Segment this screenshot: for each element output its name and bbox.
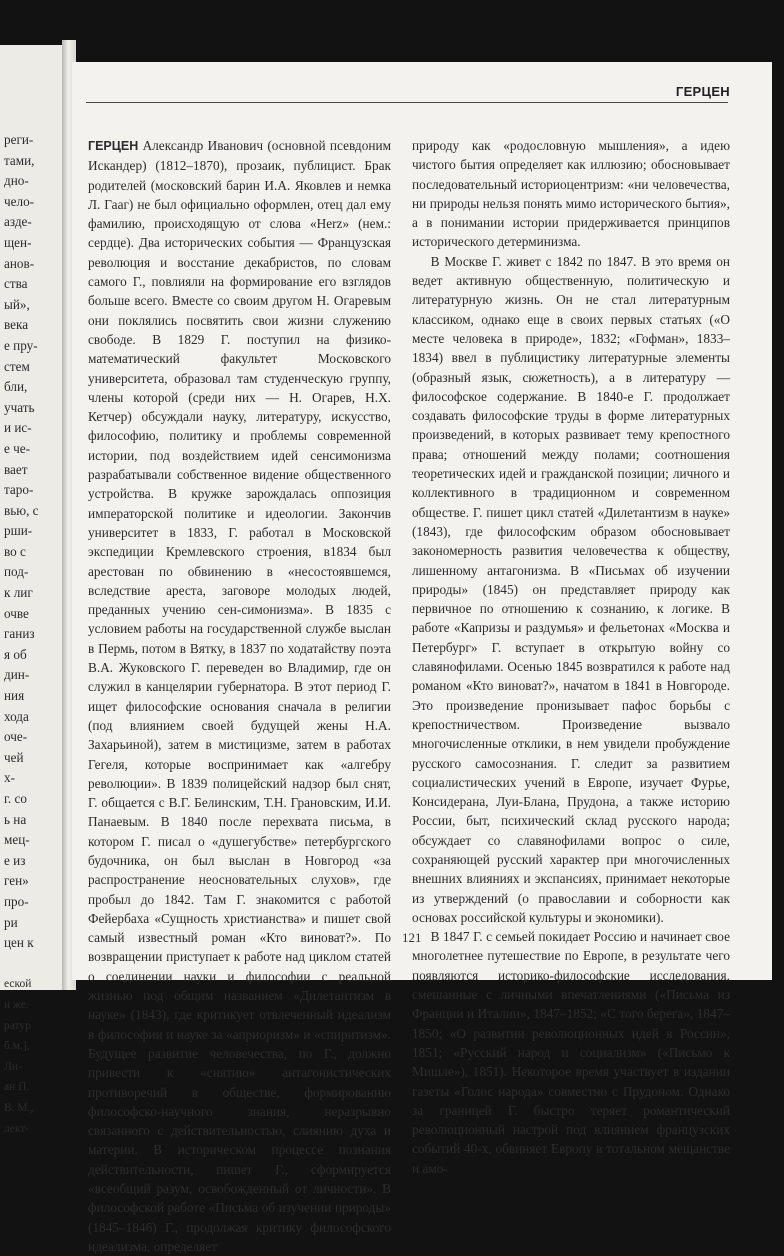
left-page-fragment-line: б.м.],: [4, 1040, 30, 1053]
left-page-fragment-line: тами,: [4, 152, 35, 168]
left-page-fragment-line: дин-: [4, 667, 30, 683]
article-paragraph: природу как «родословную мышления», а идею чистого бытия определяет как иллюзию; обосновывает последовательный историоцентризм: «ни человечества, ни природы нельзя понять мимо исторического бытия», а в понимании истории придерживается принципов исторического детерминизма.: [412, 138, 730, 250]
page-number: 121: [402, 930, 422, 945]
left-page-fragment-line: цен к: [4, 935, 34, 951]
header-rule: [86, 102, 728, 103]
left-page-fragment-line: оче-: [4, 729, 28, 745]
left-page-fragment-line: во с: [4, 543, 26, 559]
left-page-text-column: [4, 130, 66, 1139]
left-page-fragment-line: г. со: [4, 791, 27, 806]
left-page-fragment-line: х-: [4, 770, 15, 786]
left-page-fragment-line: лект-: [4, 1122, 30, 1135]
article-paragraph: [88, 136, 391, 1256]
left-page-fragment-line: ганиз: [4, 626, 35, 642]
left-page-fragment-line: к лиг: [4, 585, 33, 601]
left-page-fragment-line: чело-: [4, 193, 35, 209]
left-page-fragment-line: [4, 954, 66, 975]
left-page-fragment-line: века: [4, 317, 29, 333]
left-page-fragment-line: дно-: [4, 173, 29, 189]
left-page-fragment-line: В. М.,: [4, 1101, 34, 1114]
left-page-fragment-line: реги-: [4, 132, 34, 147]
left-page-fragment-line: азде-: [4, 214, 32, 230]
left-page-fragment-line: анов-: [4, 255, 35, 271]
left-page-fragment-line: про-: [4, 893, 29, 909]
left-page-fragment-line: ния: [4, 688, 25, 704]
left-page-fragment-line: вает: [4, 461, 28, 477]
text-column-right: [412, 136, 730, 1178]
left-page-fragment-line: очве: [4, 605, 29, 621]
left-page-fragment-line: бли,: [4, 379, 28, 395]
left-page-fragment-line: ри: [4, 914, 18, 930]
left-page-fragment-line: учать: [4, 399, 35, 415]
left-page-fragment: [0, 45, 70, 1135]
left-page-fragment-line: хода: [4, 708, 29, 724]
running-title: ГЕРЦЕН: [675, 84, 730, 99]
left-page-fragment-line: е пру-: [4, 337, 38, 353]
left-page-fragment-line: ства: [4, 276, 28, 292]
left-page-fragment-line: е че-: [4, 440, 31, 456]
left-page-fragment-line: вью, с: [4, 502, 39, 518]
left-page-fragment-line: ан П.: [4, 1081, 30, 1094]
left-page-fragment-line: ген»: [4, 873, 29, 889]
left-page-fragment-line: стем: [4, 358, 30, 374]
text-column-left: [88, 136, 391, 1256]
left-page-fragment-line: рши-: [4, 523, 33, 539]
left-page-fragment-line: ь на: [4, 811, 27, 827]
left-page-fragment-line: под-: [4, 564, 29, 580]
left-page-fragment-line: таро-: [4, 482, 34, 498]
left-page-fragment-line: мец-: [4, 832, 30, 848]
left-page-fragment-line: е из: [4, 852, 26, 868]
left-page-fragment-line: н же.: [4, 998, 29, 1011]
left-page-fragment-line: Ли-: [4, 1060, 22, 1073]
left-page-fragment-line: щен-: [4, 234, 32, 250]
left-page-fragment-line: я об: [4, 646, 27, 662]
left-page-fragment-line: еской: [4, 978, 32, 991]
left-page-fragment-line: и ис-: [4, 420, 32, 436]
left-page-fragment-line: ый»,: [4, 296, 30, 312]
left-page-fragment-line: чей: [4, 749, 24, 765]
article-paragraph: В Москве Г. живет с 1842 по 1847. В это время он ведет активную общественную, политическую и литературную жизнь. Он не стал литературным классиком, однако еще в своих первых статьях («О месте человека в природе», 1832; «Гофман», 1833–1834) ввел в публицистику литературные элементы (образный язык, сюжетность), а в литературу — философское содержание. В 1840-е Г. продолжает создавать философские труды в форме литературных произведений, в которых развивает тему крепостного права; отношений между полами; соотношения теоретических идей и гражданской позиции; личного и коллективного в традиционном и современном обществе. Г. пишет цикл статей «Дилетантизм в науке» (1843), где философским образом обосновывает закономерность развития человечества к обществу, лишенному антагонизма. В «Письмах об изучении природы» (1845) он представляет природу как первичное по отношению к сознанию, к логике. В работе «Капризы и раздумья» и фельетонах «Москва и Петербург» Г. вступает в открытую войну со славянофилами. Осенью 1845 возвратился к работе над романом «Кто виноват?», начатом в 1841 в Новгороде. Это произведение пронизывает пафос борьбы с крепостничеством. Произведение вызвало многочисленные отклики, в нем увидели пробуждение русского самосознания. Г. следит за развитием социалистических учений в Европе, изучает Фурье, Консидерана, Луи-Блана, Прудона, а также историю России, быт, психический склад русского народа; обсуждает со славянофилами вопрос о силе, сохраняющей русский характер при многочисленных внешних влияниях и экспансиях, принимает некоторые из утверждений (о православии и соборности как основах российской культуры и экономики).: [412, 253, 730, 925]
book-page: [72, 62, 772, 1254]
article-paragraph-text: Александр Иванович (основной псевдоним Искандер) (1812–1870), прозаик, публицист. Брак родителей (московский барин И.А. Яковлев и немка Л. Гааг) не был официально оформлен, отец дал ему фамилию, происходящую от слова «Herz» (нем.: сердце). Два исторических события — Французская революция и восстание декабристов, по словам самого Г., повлияли на формирование его взглядов больше всего. Вместе со своим другом Н. Огаревым они поклялись посвятить свои жизни служению свободе. В 1829 Г. поступил на физико-математический факультет Московского университета, образовал там студенческую группу, члены которой (среди них — Н. Огарев, Н.Х. Кетчер) обсуждали науку, литературу, искусство, философию, политику и проблемы современной истории, под воздействием идей сенсимонизма разрабатывали собственное видение общественного устройства. В кружке зарождалась оппозиция императорской политике и идеологии. Закончив университет в 1833, Г. работал в Московской экспедиции Кремлевского строения, в1834 был арестован по обвинению в «несостоявшемся, вследствие ареста, заговоре молодых людей, преданных учению сен-симонизма». В 1835 с условием работы на государственной службе выслан в Пермь, потом в Вятку, в 1837 по ходатайству поэта В.А. Жуковского Г. переведен во Владимир, где он служил в канцелярии губернатора. В этот период Г. ищет философские основания сначала в религии (под влиянием своей будущей жены Н.А. Захарьиной), затем в мистицизме, затем в работах Гегеля, которые воспринимает как «алгебру революции». В 1839 полицейский надзор был снят, Г. общается с В.Г. Белинским, Т.Н. Грановским, И.И. Панаевым. В 1840 после перехвата письма, в котором Г. писал о «душегубстве» петербургского будочника, он был выслан в Новгород «за распространение неосновательных слухов», где пробыл до 1842. Там Г. знакомится с работой Фейербаха «Сущность христианства» и пишет свой самый известный роман «Кто виноват?». По возвращении приступает к работе над циклом статей о соединении науки и философии с реальной жизнью под общим названием «Дилетантизм в науке» (1843), где критикует отвлеченный идеализм в философии и науке за «априоризм» и «спиритизм». Будущее развитие человечества, по Г., должно привести к «снятию» антагонистических противоречий в обществе, формированию философско-научного знания, неразрывно связанного с действительностью, слиянию духа и материи. В историческом процессе познания действительности, пишет Г., сформируется «всеобщий разум, освобожденный от личности». В философской работе «Письма об изучении природы» (1845–1846) Г., продолжая критику философского идеализма, определяет: [88, 138, 391, 1254]
article-head-word: ГЕРЦЕН: [88, 139, 139, 153]
left-page-fragment-line: ратур: [4, 1019, 31, 1032]
article-paragraph: В 1847 Г. с семьей покидает Россию и начинает свое многолетнее путешествие по Европе, в результате чего появляются историко-философские исследования, смешанные с личными впечатлениями («Письма из Франции и Италии», 1847–1852; «С того берега», 1847–1850; «О развитии революционных идей в России», 1851; «Русский народ и социализм» («Письмо к Мишле»), 1851). Некоторое время участвует в издании газеты «Голос народа» совместно с Прудоном. Однако за границей Г. быстро теряет романтический революционный настрой под влиянием французских событий 40-х, обвиняет Европу в тотальном мещанстве и амо-: [412, 929, 730, 1176]
